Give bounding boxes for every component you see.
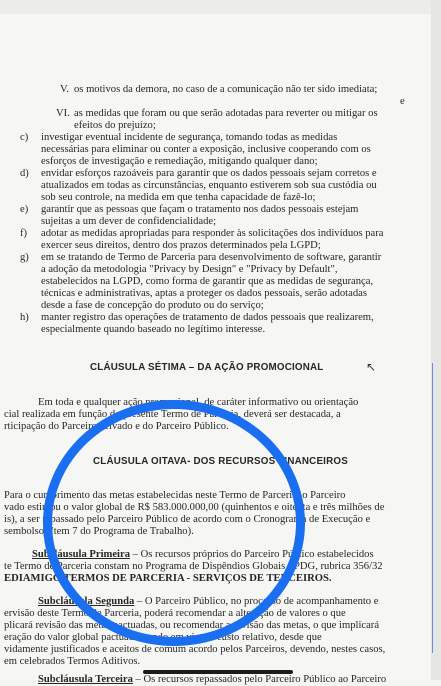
text-line: vidamente justificados e aceitos de comum acordo pelos Parceiros, devendo, nestes casos,: [4, 644, 386, 655]
home-indicator[interactable]: [143, 670, 293, 674]
text-line: estabelecidos na LGPD, como forma de garantir que as medidas de segurança,: [41, 276, 374, 287]
clause-heading: CLÁUSULA OITAVA- DOS RECURSOS FINANCEIROS: [93, 456, 348, 467]
annotation-circle: [43, 400, 305, 646]
text-line: envidar esforços razoáveis para garantir que os dados pessoais sejam corretos e: [41, 168, 377, 179]
text-line: os motivos da demora, no caso de a comunicação não ter sido imediata;: [74, 84, 378, 95]
text-line: atualizados em todas as circunstâncias, enquanto estiverem sob sua custódia ou: [41, 180, 377, 191]
text-line: adotar as medidas apropriadas para responder às solicitações dos indivíduos para: [41, 228, 384, 239]
item-marker: g): [20, 252, 29, 263]
text-line: eração do valor global pactuado, tendo em vista o custo relativo, desde que: [4, 632, 322, 643]
subclause-line: [38, 674, 386, 686]
item-marker: h): [20, 312, 29, 323]
text-line: EDIAMIGO TERMOS DE PARCERIA - SERVIÇOS DE TERCEIROS.: [4, 573, 332, 584]
text-line: – Os recursos próprios do Parceiro Público estabelecidos: [130, 549, 374, 560]
item-marker: f): [20, 228, 28, 239]
item-marker: c): [20, 132, 29, 143]
text-line: em se tratando de Termo de Parceria para desenvolvimento de software, garantir: [41, 252, 382, 263]
scan-top-edge: [0, 0, 441, 14]
text-line: cial realizada em função do presente Termo de Parceria, deverá ser destacada, a: [4, 409, 341, 420]
text-line: manter registro das operações de tratamento de dados pessoais que realizarem,: [41, 312, 374, 323]
text-line: técnicas e administrativas, aptas a proteger os dados pessoais, serão adotadas: [41, 288, 367, 299]
clause-heading: CLÁUSULA SÉTIMA – DA AÇÃO PROMOCIONAL: [90, 362, 324, 373]
text-line: a adoção da metodologia "Privacy by Design" e "Privacy by Default",: [41, 264, 338, 275]
text-line: necessárias para eliminar ou conter a exposição, inclusive cooperando com os: [41, 144, 371, 155]
text-line: garantir que as pessoas que façam o tratamento nos dados pessoais estejam: [41, 204, 359, 215]
text-line: Para o cumprimento das metas estabelecidas neste Termo de Parceria, o Parceiro: [4, 490, 346, 501]
text-line: vado estimou o valor global de R$ 583.000.000,00 (quinhentos e oitenta e três milhões de: [4, 502, 385, 513]
text-line: rticipação do Parceiro Privado e do Parceiro Público.: [4, 421, 229, 432]
item-marker: VI.: [56, 108, 70, 119]
text-line: e: [400, 96, 405, 107]
cursor-icon: ↖: [366, 360, 377, 374]
subclause-label: Subcláusula Segunda: [38, 596, 135, 607]
text-line: sob seu controle, na medida em que tenha capacidade de fazê-lo;: [41, 192, 316, 203]
subclause-label: Subcláusula Primeira: [32, 549, 130, 560]
text-line: is), a ser repassado pelo Parceiro Público de acordo com o Cronograma de Execução e: [4, 514, 371, 525]
text-line: plicará revisão das metas pactuadas, ou recomendar a revisão das metas, o que implicará: [4, 620, 380, 631]
text-line: sembolso (Item 7 do Programa de Trabalho).: [4, 526, 194, 537]
text-line: – O Parceiro Público, no processo de acompanhamento e: [134, 596, 379, 607]
text-line: Em toda e qualquer ação promocional, de caráter informativo ou orientação: [38, 397, 359, 408]
text-line: esforços de investigação e remediação, mitigando qualquer dano;: [41, 156, 318, 167]
margin-line: [432, 363, 433, 653]
text-line: as medidas que foram ou que serão adotadas para reverter ou mitigar os: [74, 108, 378, 119]
text-line: em celebrados Termos Aditivos.: [4, 656, 141, 667]
item-marker: d): [20, 168, 29, 179]
item-marker: e): [20, 204, 29, 215]
text-line: efeitos do prejuízo;: [74, 120, 156, 131]
item-marker: V.: [60, 84, 69, 95]
text-line: investigar eventual incidente de segurança, tomando todas as medidas: [41, 132, 338, 143]
subclause-label: Subcláusula Terceira: [38, 674, 133, 685]
text-line: exercer seus direitos, dentro dos prazos determinados pela LGPD;: [41, 240, 321, 251]
text-line: sujeitas a um dever de confidencialidade;: [41, 216, 217, 227]
text-line: ervisão deste Termo de Parceria, poderá recomendar a alteração de valores o que: [4, 608, 346, 619]
text-line: – Os recursos repassados pelo Parceiro Público ao Parceiro: [132, 674, 387, 685]
text-line: desde a fase de concepção do produto ou do serviço;: [41, 300, 264, 311]
text-line: te Termo de Parceria constam no Programa de Dispêndios Globais - PDG, rubrica 356/32: [4, 561, 383, 572]
text-line: especialmente quando baseado no legítimo interesse.: [41, 324, 266, 335]
